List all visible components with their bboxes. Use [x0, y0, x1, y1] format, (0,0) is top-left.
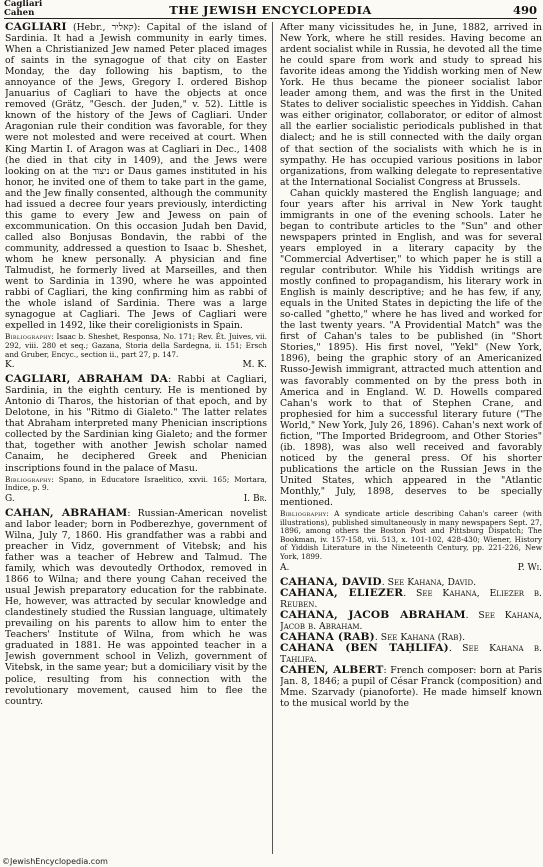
header-rule	[4, 18, 537, 19]
entry-heading: CAHANA, ELIEZER	[280, 586, 404, 599]
cross-reference-text: . See Kahana (Rab).	[374, 631, 466, 643]
entry-cagliari	[5, 22, 267, 331]
entry-cahan-abraham	[5, 508, 267, 707]
author-signature	[5, 494, 267, 505]
author-signature	[5, 360, 267, 371]
page-number: 490	[512, 3, 537, 17]
entry-text: : Russian-American novelist and labor leader; born in Podberezhye, government of Wilna, July 7, 1860. His grandfather was a rabbi and preacher in Vidz, government of Vitebsk; and his father was a teacher of Hebrew and Talmud. The family, which was devoutedly Orthodox, removed in 1866 to Wilna; and there young Cahan received the usual Jewish preparatory education for the rabbinate. He, however, was attracted by secular knowledge and clandestinely studied the Russian language, ultimately prevailing on his parents to allow him to enter the Teachers' Institute of Wilna, from which he was graduated in 1881. He was appointed teacher in a Jewish government school in Velizh, government of Vitebsk, in the same year; but a domiciliary visit by the police, resulting from his connection with the revolutionary movement, caused him to flee the country.	[5, 507, 267, 707]
bibliography	[5, 333, 267, 359]
publication-title: THE JEWISH ENCYCLOPEDIA	[169, 3, 372, 17]
entry-continuation: After many vicissitudes he, in June, 1882, arrived in New York, where he still resides. Having become an ardent socialist while in Russia, he devoted all the time he could spare from work and study to spread his favorite ideas among the Yiddish working men of New York. He thus became the pioneer socialist labor leader among them, and was the first in the United States to deliver socialistic speeches in Yiddish. Cahan was either originator, collaborator, or editor of almost all the earlier socialistic periodicals published in that dialect; and he is still connected with the daily organ of that section of the socialists with which he is in sympathy. He has occupied various positions in labor organizations, from walking delegate to representative at the International Socialist Congress at Brussels.	[280, 22, 542, 188]
entry-text: (Hebr., קאליר): Capital of the island of Sardinia. It had a Jewish community in early times. When a Christianized Jew named Peter placed images of saints in the synagogue of that city on Easter Monday, the day following his baptism, to the annoyance of the Jews, Gregory I. ordered Bishop Januarius of Cagliari to have the objects at once removed (Grätz, "Gesch. der Juden," v. 52). Little is known of the history of the Jews of Cagliari. Under Aragonian rule their condition was favorable, for they were not molested and were received at court. When King Martin I. of Aragon was at Cagliari in Dec., 1408 (he died in that city in 1409), and the Jews were looking on at the ניצוד or Daus games instituted in his honor, he invited one of them to take part in the game, and the Jew finally consented, although the community had issued a decree four years previously, interdicting this game to every Jew and Jewess on pain of excommunication. On this occasion Judah ben David, called also Bonjusas Bondavin, the rabbi of the community, addressed a question to Isaac b. Sheshet, whom he knew personally. A physician and fine Talmudist, he formerly lived at Marseilles, and then went to Sardinia in 1390, where he was appointed rabbi of Cagliari, the king confirming him as rabbi of the whole island of Sardinia. There was a large synagogue at Cagliari. The Jews of Cagliari were expelled in 1492, like their coreligionists in Spain.	[5, 22, 267, 332]
entry-heading: CAHAN, ABRAHAM	[5, 506, 128, 519]
cross-reference-text: . See Kahana, Eliezer b. Reuben.	[280, 587, 542, 610]
cross-reference-entry	[280, 643, 542, 665]
column-divider	[272, 22, 273, 854]
bibliography-text: : A syndicate article describing Cahan's career (with illustrations), published simultaneously in many newspapers Sept. 27, 1896, among others the Boston Post and Pittsburg Dispatch; The Bookman, iv. 157-158, vii. 513, x. 101-102, 428-430; Wiener, History of Yiddish Literature in the Nineteenth Century, pp. 221-226, New York, 1899.	[280, 509, 542, 562]
entry-text: : French composer: born at Paris Jan. 8, 1846; a pupil of César Franck (composition) and Mme. Szarvady (pianoforte). He made himself known to the musical world by the	[280, 665, 542, 710]
bibliography-label: Bibliography	[5, 474, 52, 484]
bibliography	[280, 510, 542, 562]
signature-left: A.	[280, 562, 290, 573]
author-signature	[280, 563, 542, 574]
entry-heading: CAHANA, JACOB ABRAHAM	[280, 608, 466, 621]
signature-left: G.	[5, 493, 15, 504]
entry-paragraph: Cahan quickly mastered the English language; and four years after his arrival in New York taught immigrants in one of the evening schools. Later he began to contribute articles to the "Sun" and other newspapers printed in English, and was for several years employed in a literary capacity by the "Commercial Advertiser," to which paper he is still a regular contributor. While his Yiddish writings are mostly confined to propagandism, his literary work in English is mainly descriptive; and he has few, if any, equals in the United States in depicting the life of the so-called "ghetto," where he has lived and worked for the last twenty years. "A Providential Match" was the first of Cahan's tales to be published (in "Short Stories," 1895). His first novel, "Yekl" (New York, 1896), being the graphic story of an Americanized Russo-Jewish immigrant, attracted much attention and was favorably commented on by the press both in America and in England. W. D. Howells compared Cahan's work to that of Stephen Crane, and prophesied for him a successful literary future ("The World," New York, July 26, 1896). Cahan's next work of fiction, "The Imported Bridegroom, and Other Stories" (ib. 1898), was also well received and favorably noticed by the general press. Of his shorter publications the article on the Russian Jews in the United States, which appeared in the "Atlantic Monthly," July, 1898, deserves to be specially mentioned.	[280, 187, 542, 509]
copyright-credit: ©JewishEncyclopedia.com	[2, 857, 108, 866]
entry-cahen-albert	[280, 665, 542, 709]
cross-reference-entry	[280, 610, 542, 632]
right-column	[280, 22, 542, 854]
left-column	[5, 22, 267, 854]
bibliography-text: : Isaac b. Sheshet, Responsa, No. 171; Rev. Ét. Juives, vii. 292, viii. 280 et seq.; Gazana, Storia della Sardegna, ii. 151; Ersch and Gruber, Encyc., section ii., part 27, p. 147.	[5, 332, 267, 359]
entry-text: : Rabbi at Cagliari, Sardinia, in the eighth century. He is mentioned by Antonio di Tharos, the historian of that epoch, and by Delotone, in his "Ritmo di Gialeto." The latter relates that Abraham interpreted many Phenician inscriptions collected by the Sardinian king Gialeto; and the former that, together with another Jewish scholar named Canaim, he deciphered Greek and Phenician inscriptions found in the palace of Masu.	[5, 374, 267, 474]
bibliography-text: : Spano, in Educatore Israelitico, xxvii. 165; Mortara, Indice, p. 9.	[5, 474, 267, 493]
entry-heading: CAGLIARI, ABRAHAM DA	[5, 373, 169, 386]
cross-reference-text: . See Kahana, David.	[381, 576, 477, 588]
signature-right: M. K.	[242, 360, 267, 371]
signature-right: I. Br.	[243, 493, 267, 504]
entry-heading: CAHEN, ALBERT	[280, 664, 384, 677]
cross-reference-text: . See Kahana b. Taḥlifa.	[280, 642, 542, 665]
signature-left: K.	[5, 360, 15, 371]
entry-cagliari-abraham-da	[5, 374, 267, 473]
bibliography	[5, 476, 267, 493]
signature-right: P. Wi.	[517, 562, 542, 573]
running-header	[4, 0, 537, 16]
guide-word-first: Cagliari	[4, 0, 43, 9]
bibliography-label: Bibliography	[5, 332, 52, 342]
guide-word-last: Cahen	[4, 7, 35, 18]
entry-heading: CAHANA (BEN TAḤLIFA)	[280, 641, 449, 654]
cross-reference-text: . See Kahana, Jacob b. Abraham.	[280, 609, 542, 632]
entry-heading: CAHANA, DAVID	[280, 575, 382, 588]
cross-reference-entry	[280, 588, 542, 610]
entry-heading: CAGLIARI	[5, 22, 67, 33]
entry-heading: CAHANA (RAB)	[280, 630, 375, 643]
bibliography-label: Bibliography	[280, 509, 327, 519]
